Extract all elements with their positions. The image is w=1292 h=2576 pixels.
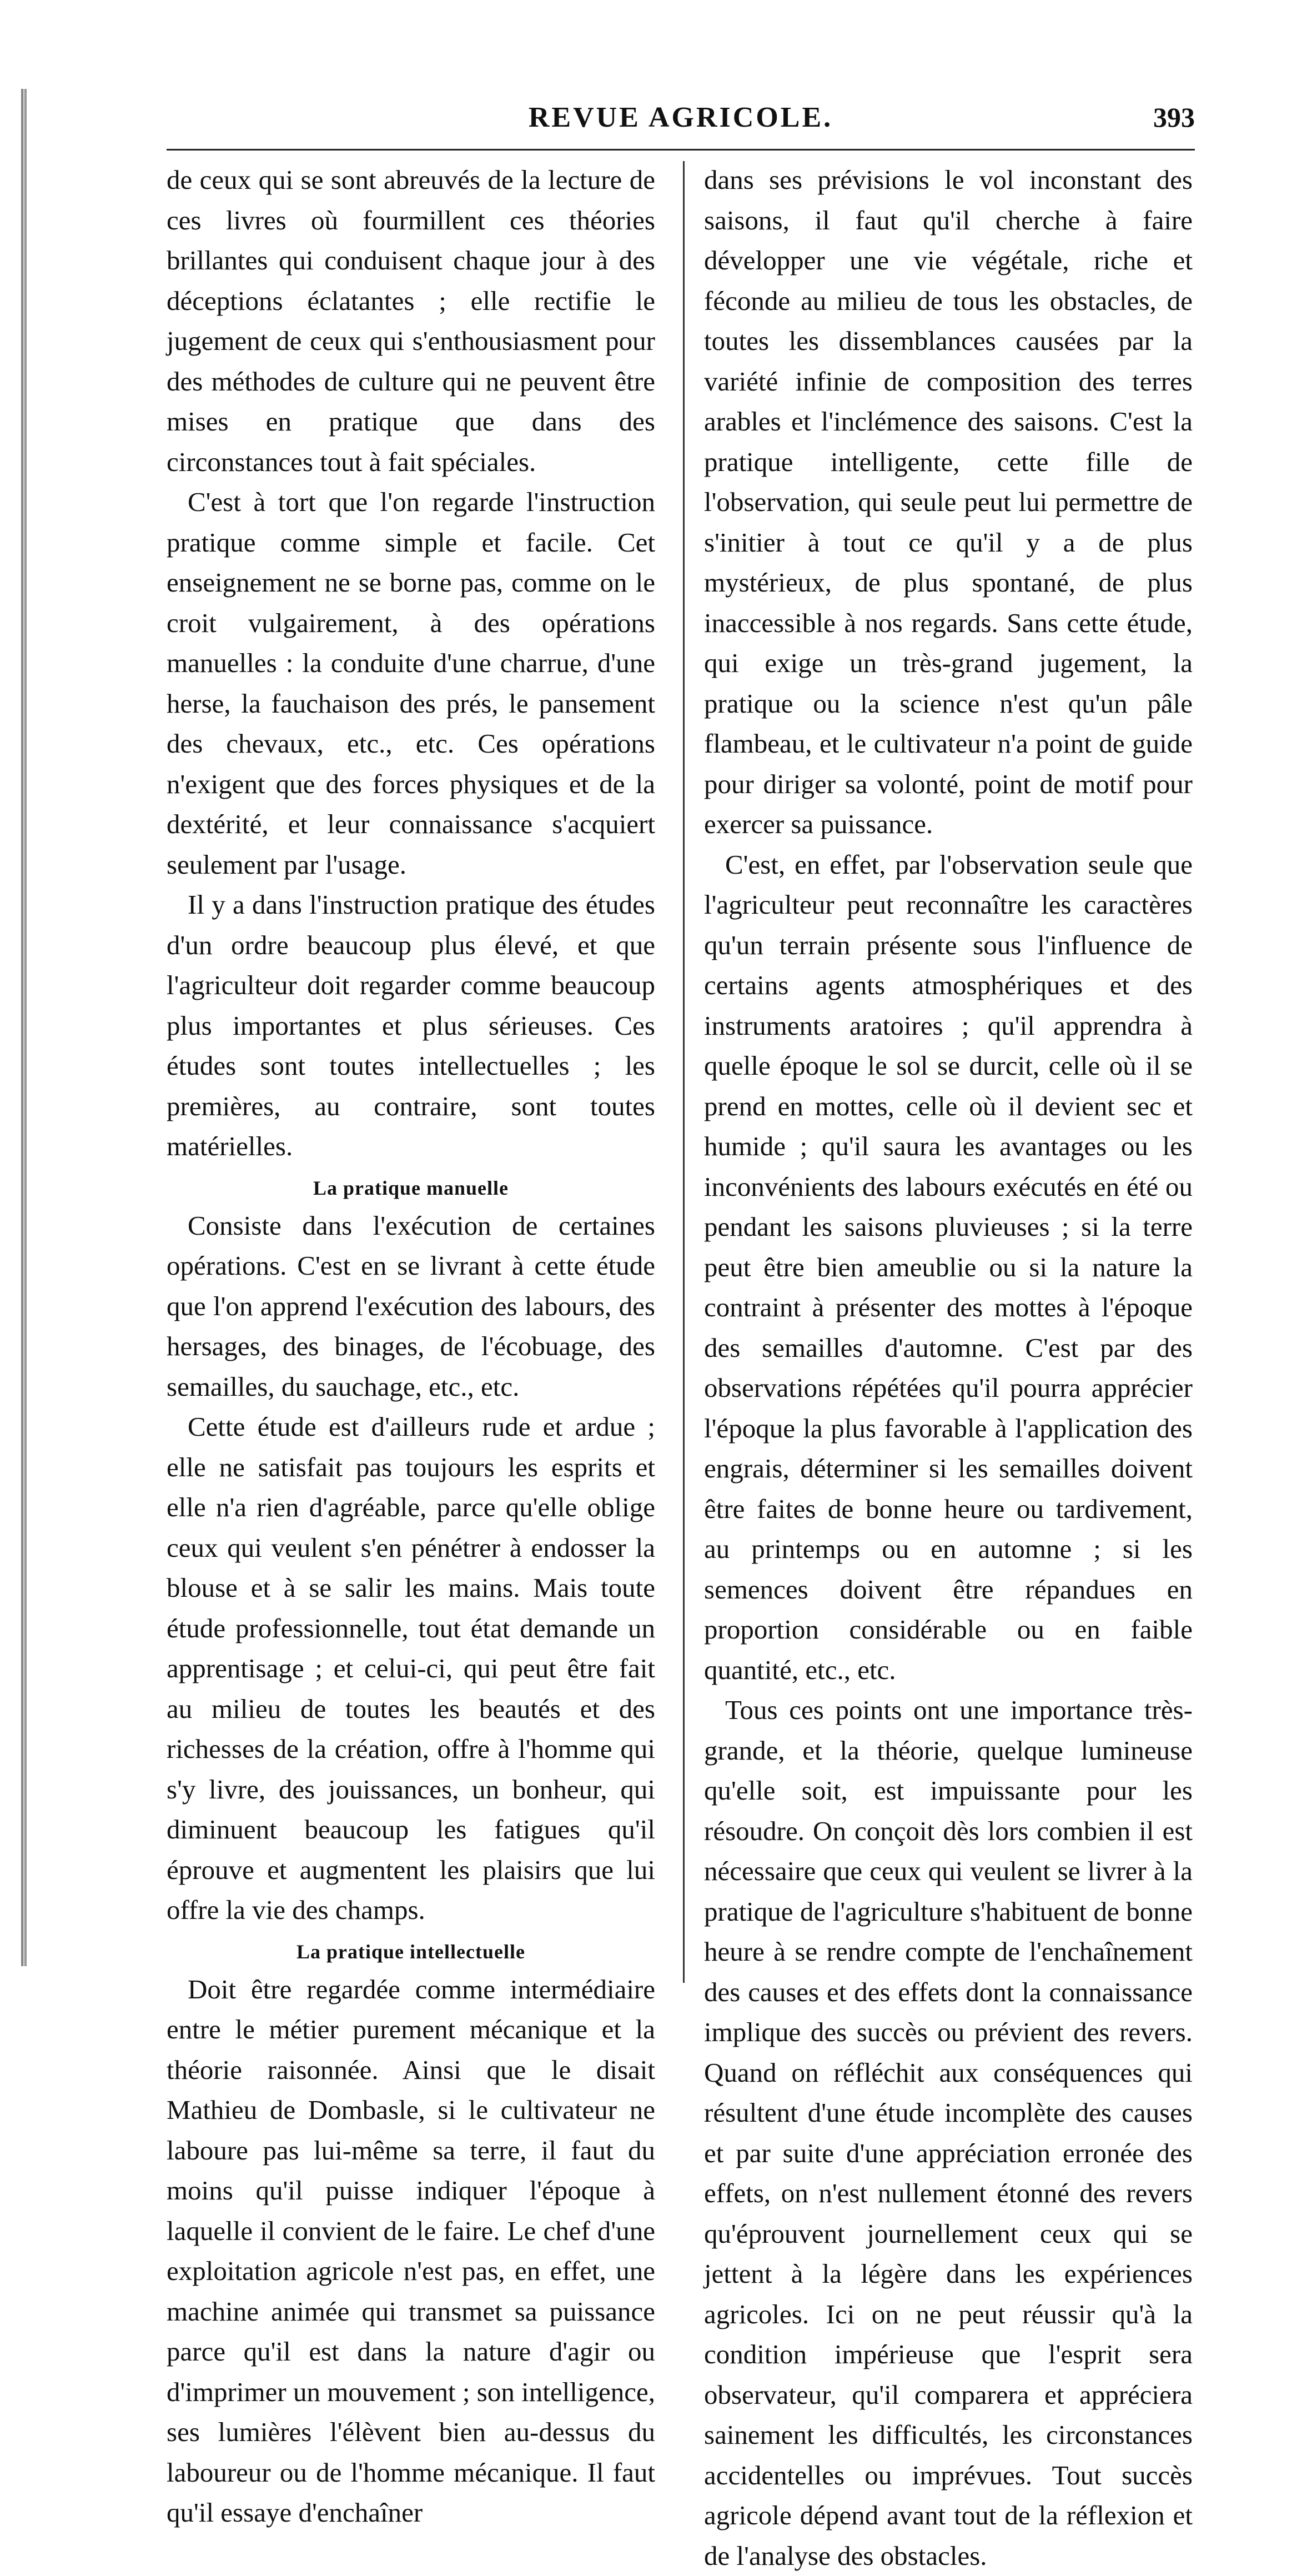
- left-paragraph-2: C'est à tort que l'on regarde l'instruction pratique comme simple et facile. Cet enseignement ne se borne pas, comme on le croit vulgairement, à des opérations manuelles : la conduite d'une charrue, d'une herse, la fauchaison des prés, le pansement des chevaux, etc., etc. Ces opérations n'exigent que des forces physiques et de la dextérité, et leur connaissance s'acquiert seulement par l'usage.: [167, 487, 655, 880]
- column-divider: [683, 161, 685, 1983]
- right-paragraph-1: dans ses prévisions le vol inconstant des saisons, il faut qu'il cherche à faire développer une vie végétale, riche et féconde au milieu de tous les obstacles, de toutes les dissemblances causées par la variété infinie de composition des terres arables et l'inclémence des saisons. C'est la pratique intelligente, cette fille de l'observation, qui seule peut lui permettre de s'initier à tout ce qu'il y a de plus mystérieux, de plus spontané, de plus inaccessible à nos regards. Sans cette étude, qui exige un très-grand jugement, la pratique ou la science n'est qu'un pâle flambeau, et le cultivateur n'a point de guide pour diriger sa volonté, point de motif pour exercer sa puissance.: [704, 164, 1193, 839]
- right-paragraph-3: Tous ces points ont une importance très-grande, et la théorie, quelque lumineuse qu'elle soit, est impuissante pour les résoudre. On conçoit dès lors combien il est nécessaire que ceux qui veulent se livrer à la pratique de l'agriculture s'habituent de bonne heure à se rendre compte de l'enchaînement des causes et des effets dont la connaissance implique des succès ou prévient des revers. Quand on réfléchit aux conséquences qui résultent d'une étude incomplète des causes et par suite d'une appréciation erronée des effets, on n'est nullement étonné des revers qu'éprouvent journellement ceux qui se jettent à la légère dans les expériences agricoles. Ici on ne peut réussir qu'à la condition impérieuse que l'esprit sera observateur, qu'il comparera et appréciera sainement les difficultés, les circonstances accidentelles ou imprévues. Tout succès agricole dépend avant tout de la réflexion et de l'analyse des obstacles.: [704, 1695, 1193, 2571]
- section-heading-manual: La pratique manuelle: [313, 1176, 509, 1199]
- left-paragraph-4: Consiste dans l'exécution de certaines opérations. C'est en se livrant à cette étude que l'on apprend l'exécution des labours, des hersages, des binages, de l'écobuage, des semailles, du sauchage, etc., etc.: [167, 1210, 655, 1402]
- right-column: [704, 160, 1193, 2576]
- page-header: [167, 101, 1195, 140]
- left-paragraph-3: Il y a dans l'instruction pratique des études d'un ordre beaucoup plus élevé, et que l'agriculteur doit regarder comme beaucoup plus importantes et plus sérieuses. Ces études sont toutes intellectuelles ; les premières, au contraire, sont toutes matérielles.: [167, 889, 655, 1161]
- section-heading-intellectual: La pratique intellectuelle: [296, 1940, 525, 1963]
- running-title: REVUE AGRICOLE.: [528, 102, 833, 133]
- left-column: [167, 160, 655, 2533]
- header-rule: [167, 149, 1195, 151]
- scan-edge-mark: [21, 89, 27, 1966]
- left-paragraph-6: Doit être regardée comme intermédiaire entre le métier purement mécanique et la théorie raisonnée. Ainsi que le disait Mathieu de Dombasle, si le cultivateur ne laboure pas lui-même sa terre, il faut du moins qu'il puisse indiquer l'époque à laquelle il convient de le faire. Le chef d'une exploitation agricole n'est pas, en effet, une machine animée qui transmet sa puissance parce qu'il est dans la nature d'agir ou d'imprimer un mouvement ; son intelligence, ses lumières l'élèvent bien au-dessus du laboureur ou de l'homme mécanique. Il faut qu'il essaye d'enchaîner: [167, 1973, 655, 2528]
- left-paragraph-5: Cette étude est d'ailleurs rude et ardue ; elle ne satisfait pas toujours les esprits et elle n'a rien d'agréable, parce qu'elle oblige ceux qui veulent s'en pénétrer à endosser la blouse et à se salir les mains. Mais toute étude professionnelle, tout état demande un apprentisage ; et celui-ci, qui peut être fait au milieu de toutes les beautés et des richesses de la création, offre à l'homme qui s'y livre, des jouissances, un bonheur, qui diminuent beaucoup les fatigues qu'il éprouve et augmentent les plaisirs que lui offre la vie des champs.: [167, 1411, 655, 1925]
- page-number: 393: [1153, 102, 1195, 133]
- left-paragraph-1: de ceux qui se sont abreuvés de la lecture de ces livres où fourmillent ces théories brillantes qui conduisent chaque jour à des déceptions éclatantes ; elle rectifie le jugement de ceux qui s'enthousiasment pour des méthodes de culture qui ne peuvent être mises en pratique que dans des circonstances tout à fait spéciales.: [167, 164, 655, 477]
- right-paragraph-2: C'est, en effet, par l'observation seule que l'agriculteur peut reconnaître les caractères qu'un terrain présente sous l'influence de certains agents atmosphériques et des instruments aratoires ; qu'il apprendra à quelle époque le sol se durcit, celle où il se prend en mottes, celle où il devient sec et humide ; qu'il saura les avantages ou les inconvénients des labours exécutés en été ou pendant les saisons pluvieuses ; si la terre peut être bien ameublie ou si la nature la contraint à présenter des mottes à l'époque des semailles d'automne. C'est par des observations répétées qu'il pourra apprécier l'époque la plus favorable à l'application des engrais, déterminer si les semailles doivent être faites de bonne heure ou tardivement, au printemps ou en automne ; si les semences doivent être répandues en proportion considérable ou en faible quantité, etc., etc.: [704, 849, 1193, 1685]
